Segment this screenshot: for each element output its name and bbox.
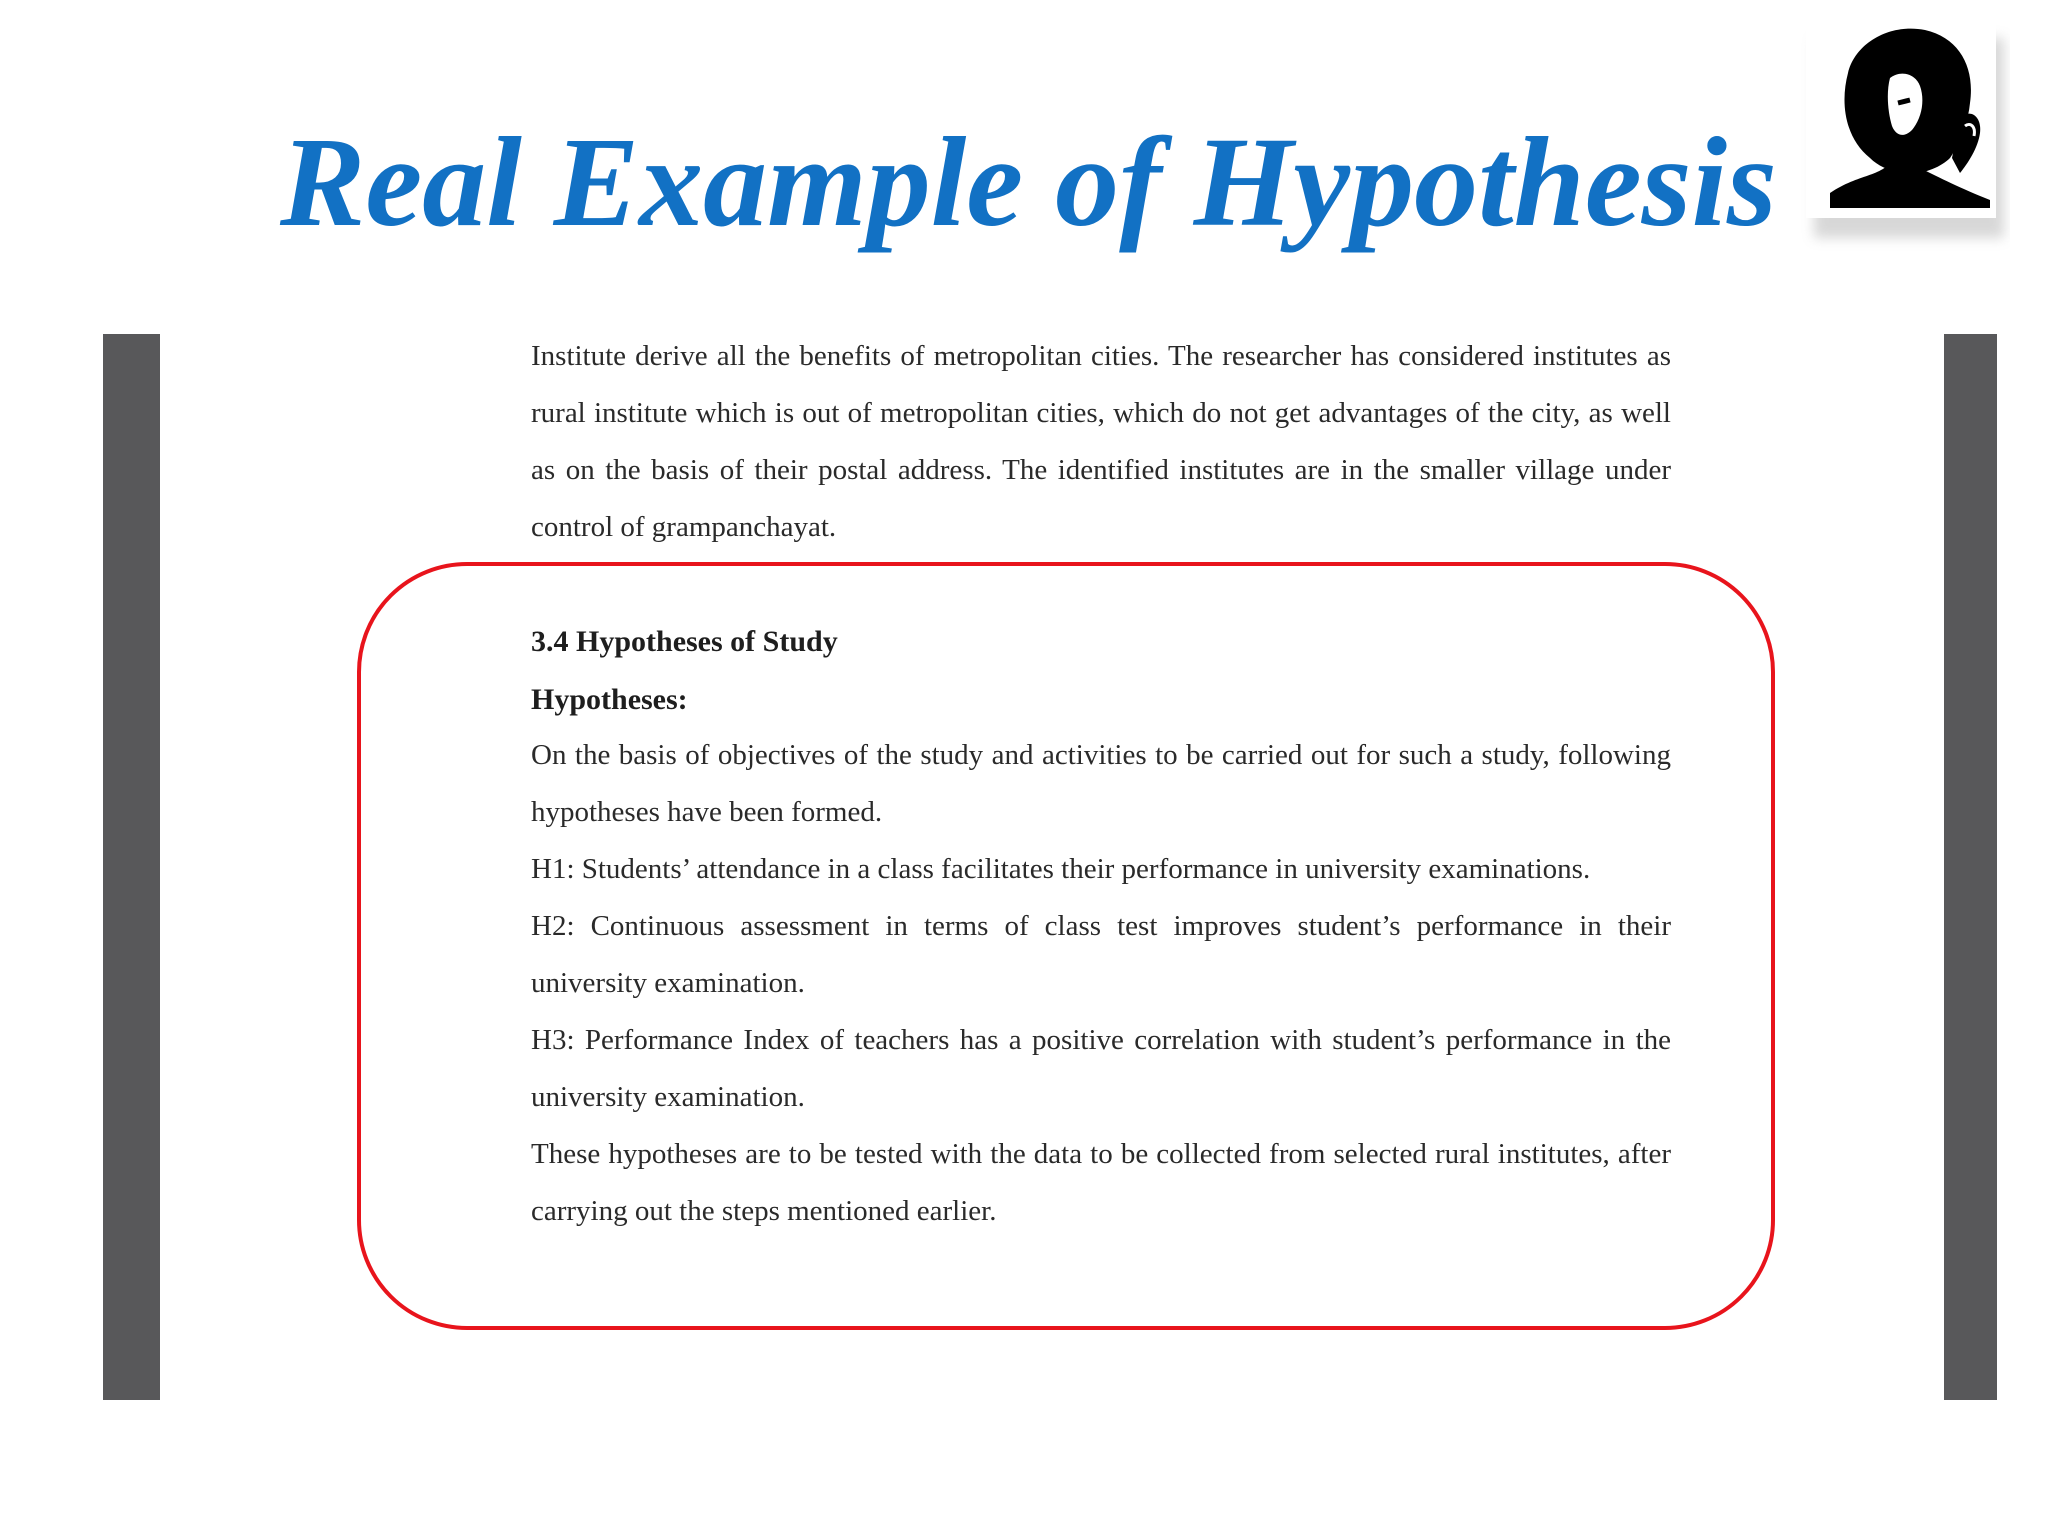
paragraph-intro-hypotheses: On the basis of objectives of the study and activities to be carried out for such a study, following hypotheses have been formed. (531, 739, 1671, 828)
portrait-silhouette-icon (1800, 8, 2010, 258)
paragraph-h3: H3: Performance Index of teachers has a positive correlation with student’s performance in the university examination. (531, 1024, 1671, 1113)
intro-paragraph: Institute derive all the benefits of metropolitan cities. The researcher has considered institutes as rural institute which is out of metropolitan cities, which do not get advantages of the city, as well as on the basis of their postal address. The identified institutes are in the smaller village under control of grampanchayat. (531, 340, 1671, 543)
intro-paragraph-block (531, 328, 1671, 556)
paragraph-conclusion: These hypotheses are to be tested with the data to be collected from selected rural institutes, after carrying out the steps mentioned earlier. (531, 1138, 1671, 1227)
slide-title: Real Example of Hypothesis (280, 111, 1777, 253)
paragraph-h1: H1: Students’ attendance in a class facilitates their performance in university examinations. (531, 853, 1591, 885)
sub-heading: Hypotheses: (531, 683, 688, 716)
paragraph-h2: H2: Continuous assessment in terms of class test improves student’s performance in their university examination. (531, 910, 1671, 999)
section-heading: 3.4 Hypotheses of Study (531, 625, 838, 658)
hypotheses-section (531, 613, 1671, 1240)
